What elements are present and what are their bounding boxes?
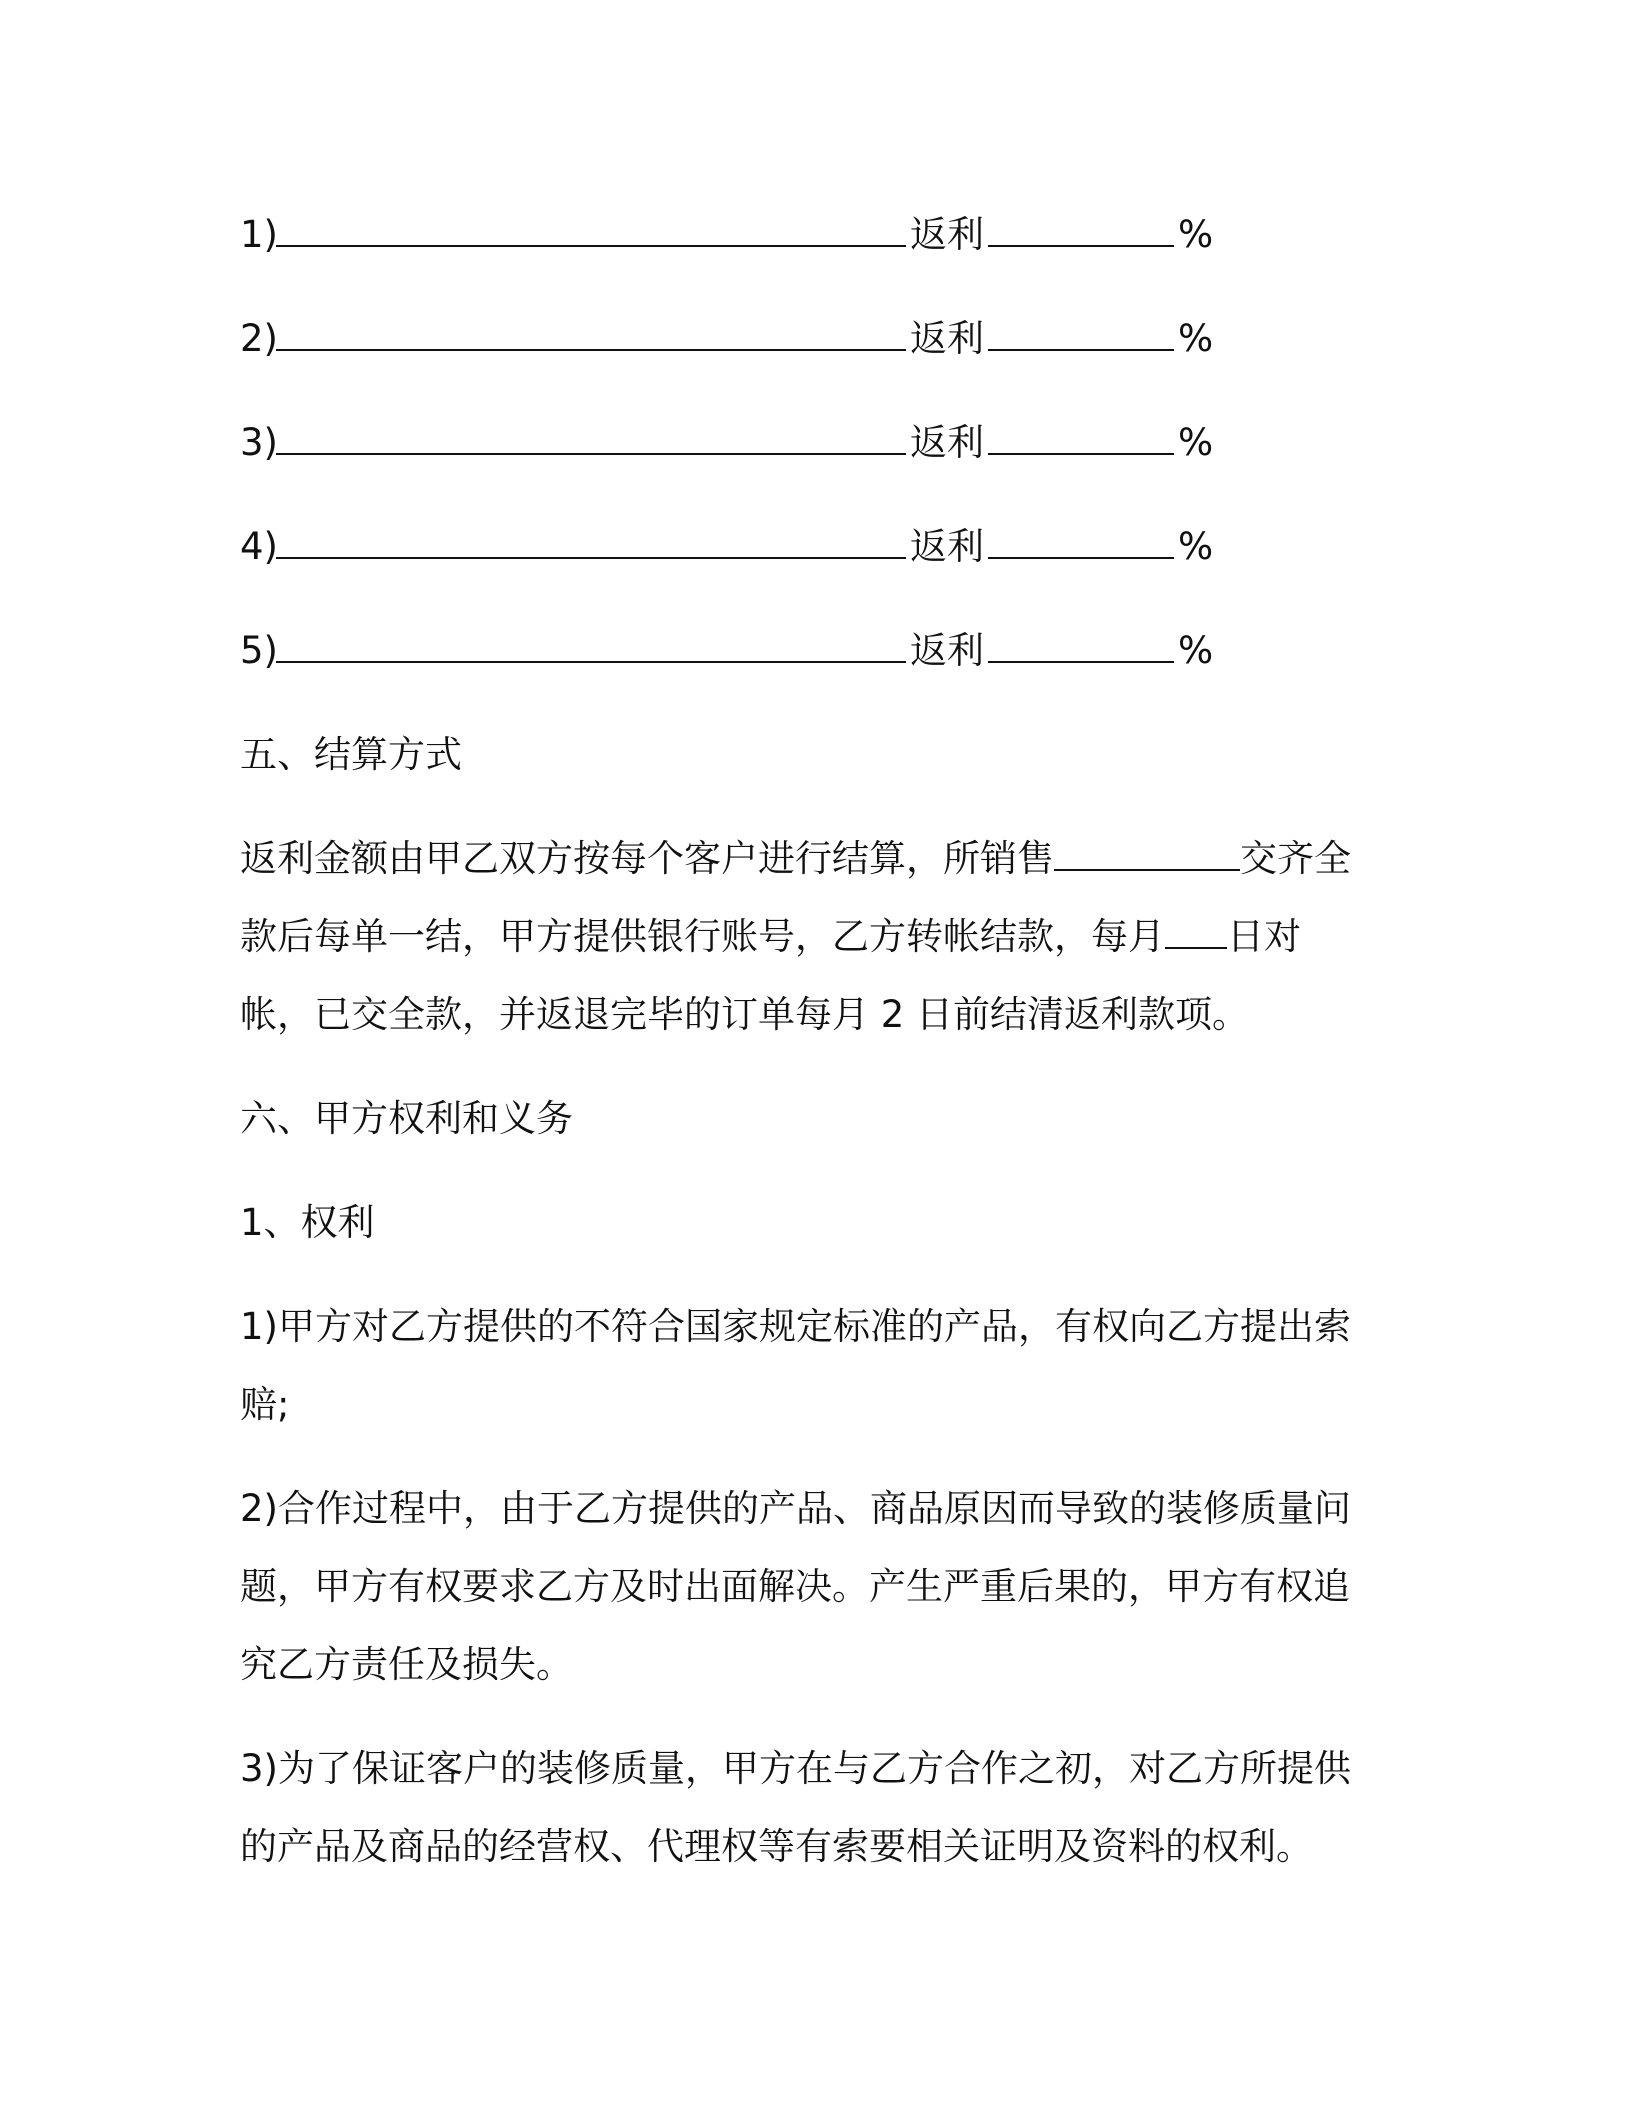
rights-item-3: 3)为了保证客户的装修质量，甲方在与乙方合作之初，对乙方所提供的产品及商品的经营权、代理权等有索要相关证明及资料的权利。: [240, 1747, 1351, 1868]
percent-sign: %: [1178, 213, 1214, 256]
rebate-row-1: [240, 196, 1370, 274]
blank-line: [1165, 917, 1227, 949]
rebate-row-5: [240, 612, 1370, 690]
percent-sign: %: [1178, 317, 1214, 360]
blank-line: [1054, 839, 1240, 871]
settlement-text-c: 日对帐，已交全款，并返退完毕的订单每月 2 日前结清返利款项。: [240, 915, 1301, 1036]
document-body: [240, 196, 1370, 1912]
rights-item-1: 1)甲方对乙方提供的不符合国家规定标准的产品，有权向乙方提出索赔;: [240, 1305, 1351, 1426]
blank-line: [988, 631, 1174, 663]
rebate-label: 返利: [910, 421, 984, 464]
blank-line: [988, 319, 1174, 351]
rebate-row-2: [240, 300, 1370, 378]
rebate-row-number: 2): [240, 317, 278, 360]
rebate-row-4: [240, 508, 1370, 586]
section-heading-rights-obligations: 六、甲方权利和义务: [240, 1097, 573, 1140]
settlement-text-a: 返利金额由甲乙双方按每个客户进行结算，所销售: [240, 837, 1054, 880]
rebate-label: 返利: [910, 317, 984, 360]
blank-line: [276, 631, 906, 663]
blank-line: [988, 215, 1174, 247]
rebate-row-number: 4): [240, 525, 278, 568]
blank-line: [276, 527, 906, 559]
percent-sign: %: [1178, 629, 1214, 672]
rebate-label: 返利: [910, 213, 984, 256]
rebate-row-3: [240, 404, 1370, 482]
rebate-row-number: 1): [240, 213, 278, 256]
settlement-paragraph: [240, 820, 1370, 1054]
rebate-row-number: 3): [240, 421, 278, 464]
settlement-text-b: 交齐全款后每单一结，甲方提供银行账号，乙方转帐结款，每月: [240, 837, 1351, 958]
subheading-rights: 1、权利: [240, 1201, 375, 1244]
blank-line: [276, 423, 906, 455]
blank-line: [988, 527, 1174, 559]
rebate-label: 返利: [910, 629, 984, 672]
section-heading-settlement: 五、结算方式: [240, 733, 462, 776]
percent-sign: %: [1178, 421, 1214, 464]
percent-sign: %: [1178, 525, 1214, 568]
rebate-row-number: 5): [240, 629, 278, 672]
blank-line: [276, 319, 906, 351]
blank-line: [988, 423, 1174, 455]
rights-item-2: 2)合作过程中，由于乙方提供的产品、商品原因而导致的装修质量问题，甲方有权要求乙方及时出面解决。产生严重后果的，甲方有权追究乙方责任及损失。: [240, 1487, 1351, 1686]
rebate-label: 返利: [910, 525, 984, 568]
blank-line: [276, 215, 906, 247]
